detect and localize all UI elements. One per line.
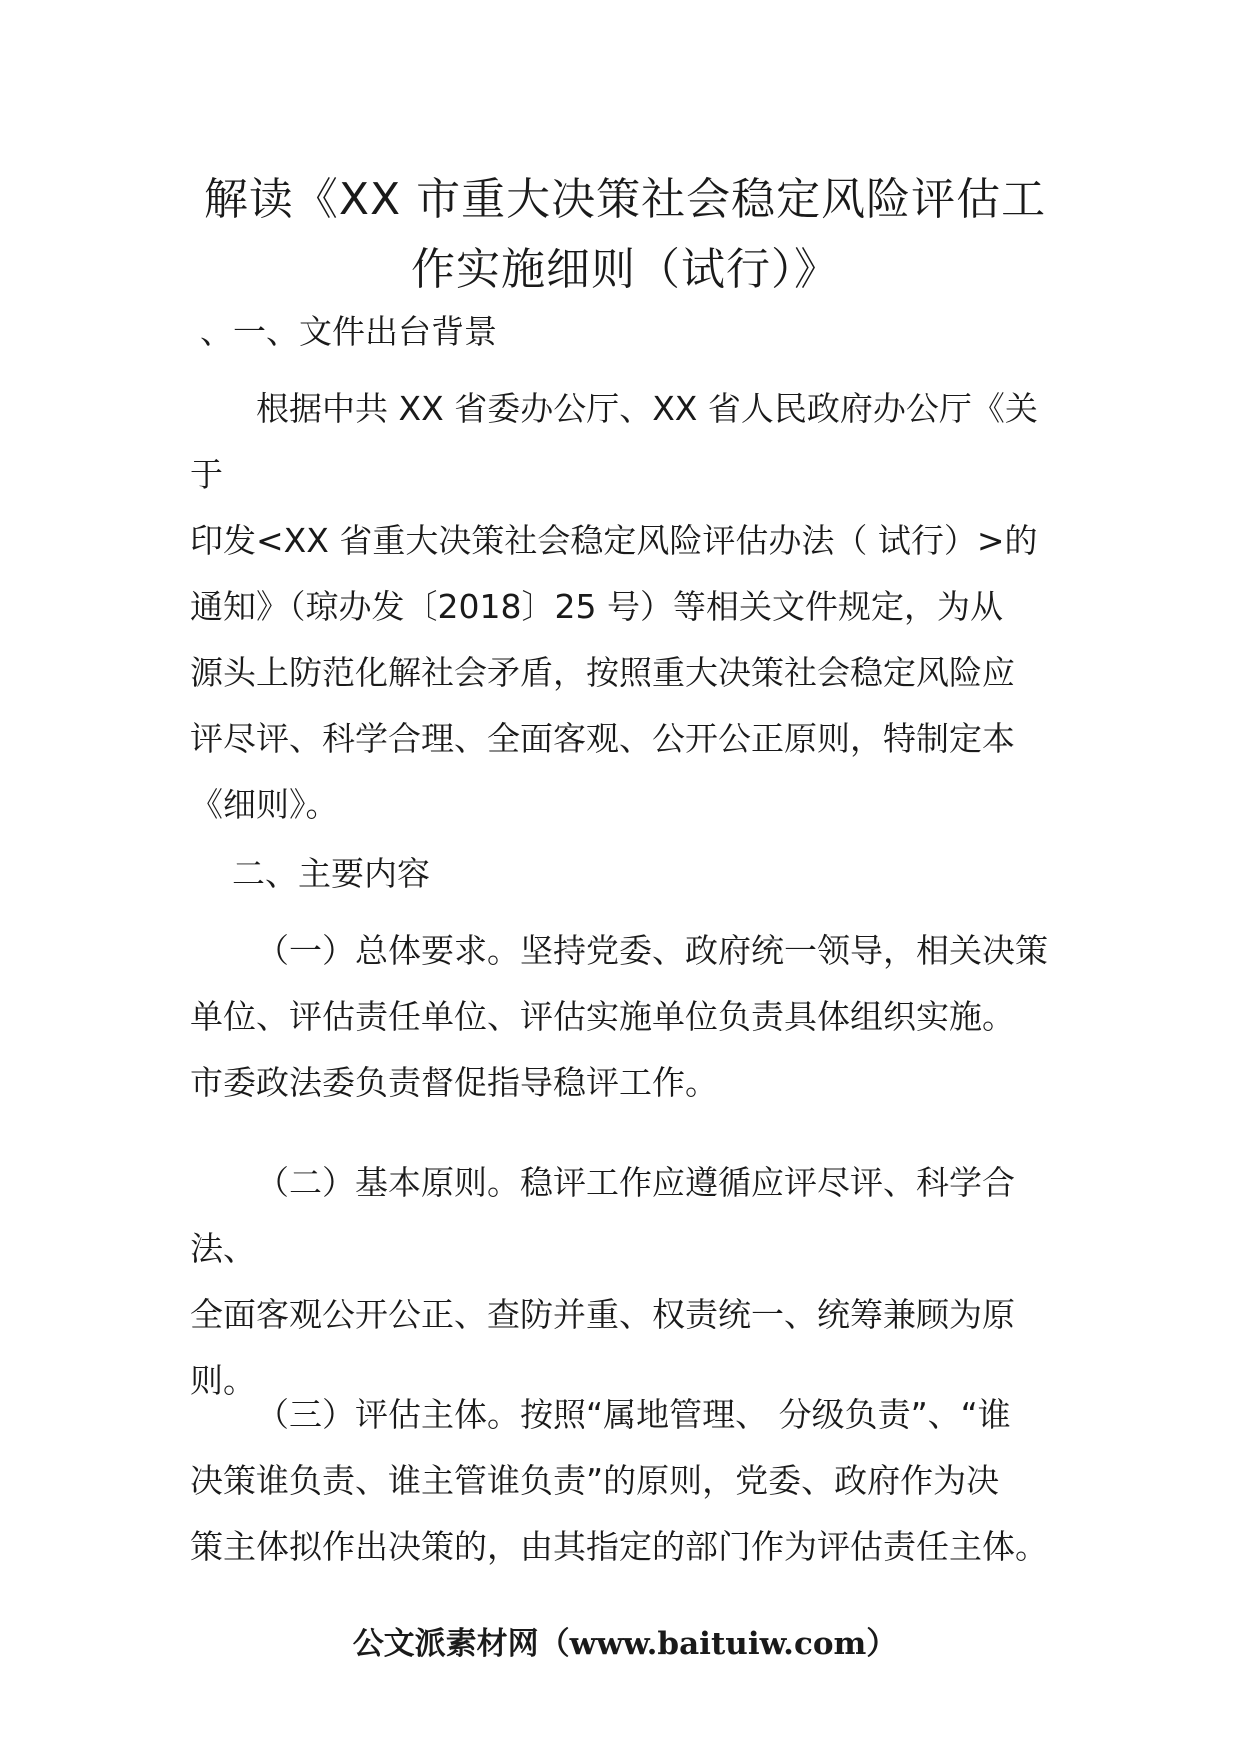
- title-line-1: 解读《XX 市重大决策社会稳定风险评估工: [203, 174, 1047, 225]
- paragraph-line: 源头上防范化解社会矛盾，按照重大决策社会稳定风险应: [190, 653, 1015, 692]
- paragraph-line: 则。: [190, 1361, 256, 1400]
- paragraph-basic-principles: [190, 1150, 1060, 1414]
- paragraph-general-requirements: [190, 918, 1060, 1116]
- paragraph-line: 单位、评估责任单位、评估实施单位负责具体组织实施。: [190, 997, 1015, 1036]
- paragraph-line: （一）总体要求。坚持党委、政府统一领导，相关决策: [256, 931, 1048, 970]
- title-line-2: 作实施细则（试行）》: [411, 244, 839, 295]
- paragraph-background: [190, 376, 1060, 838]
- paragraph-line: 《细则》。: [190, 785, 339, 824]
- paragraph-line: 全面客观公开公正、查防并重、权责统一、统筹兼顾为原: [190, 1295, 1015, 1334]
- paragraph-line: 印发<XX 省重大决策社会稳定风险评估办法（ 试行）>的: [190, 521, 1038, 560]
- section-heading-main-content: 二、主要内容: [232, 854, 430, 893]
- paragraph-line: 策主体拟作出决策的，由其指定的部门作为评估责任主体。: [190, 1527, 1048, 1566]
- paragraph-line: （三）评估主体。按照“属地管理、 分级负责”、“谁: [256, 1395, 1011, 1434]
- paragraph-line: 通知》（琼办发〔2018〕25 号）等相关文件规定，为从: [190, 587, 1003, 626]
- paragraph-line: 根据中共 XX 省委办公厅、XX 省人民政府办公厅《关于: [190, 389, 1038, 494]
- paragraph-line: 评尽评、科学合理、全面客观、公开公正原则，特制定本: [190, 719, 1015, 758]
- paragraph-line: （二）基本原则。稳评工作应遵循应评尽评、科学合法、: [190, 1163, 1015, 1268]
- document-title: [190, 165, 1060, 305]
- paragraph-line: 决策谁负责、谁主管谁负责”的原则，党委、政府作为决: [190, 1461, 1000, 1500]
- footer-watermark-text: 公文派素材网（www.baituiw.com）: [352, 1626, 898, 1662]
- paragraph-assessment-subject: [190, 1382, 1060, 1580]
- paragraph-line: 市委政法委负责督促指导稳评工作。: [190, 1063, 718, 1102]
- section-heading-background: 、一、文件出台背景: [200, 312, 497, 351]
